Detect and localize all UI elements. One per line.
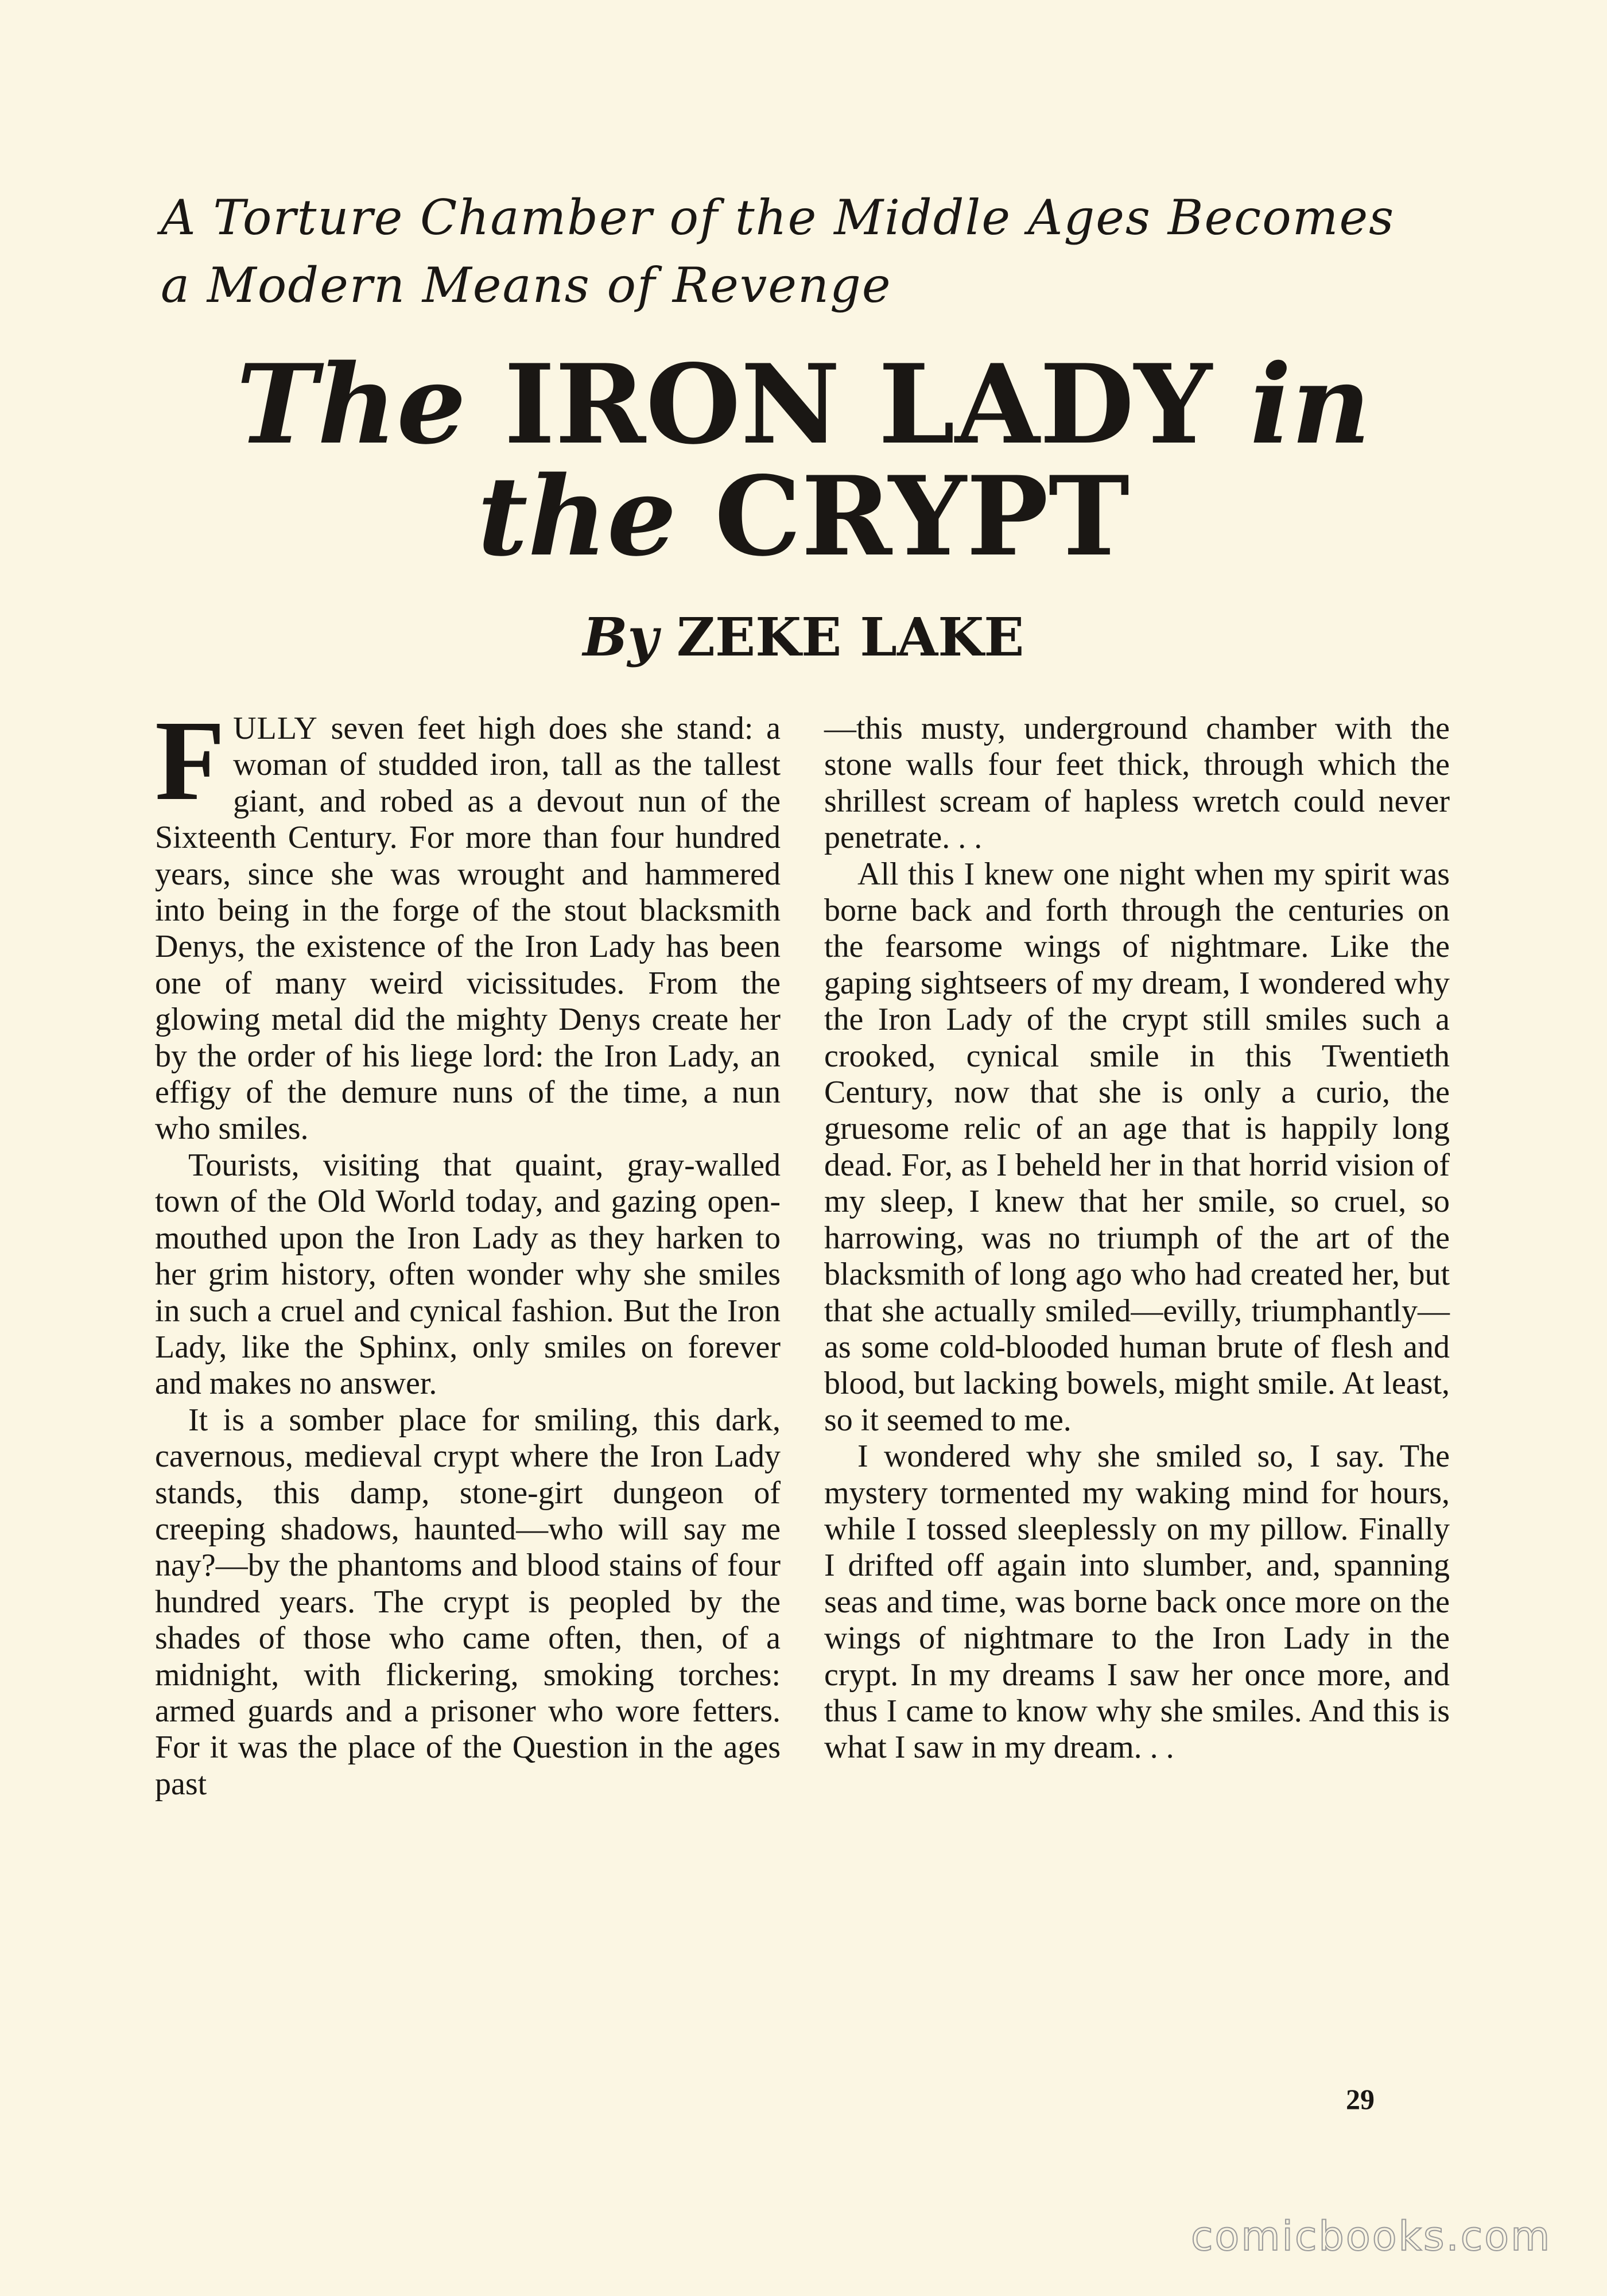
paragraph-4: All this I knew one night when my spirit was borne back and forth through the centuries on the fearsome wings of nightmare. Like the gaping sightseers of my dream, I wondered why the Iron Lady of the crypt still smiles such a crooked, cynical smile in this Twentieth Century, now that she is only a curio, the gruesome relic of an age that is happily long dead. For, as I beheld her in that horrid vision of my sleep, I knew that her smile, so cruel, so harrowing, was no triumph of the art of the blacksmith of long ago who had created her, but that she actually smiled—evilly, triumphantly—as some cold-blooded human brute of flesh and blood, but lacking bowels, might smile. At least, so it seemed to me. [824, 856, 1450, 1438]
paragraph-1-lead: ULLY [233, 711, 318, 746]
deck-line-2: a Modern Means of Revenge [161, 257, 892, 313]
article-title-line-1 [0, 340, 1607, 468]
paragraph-5: I wondered why she smiled so, I say. The mystery tormented my waking mind for hours, while I tossed sleeplessly on my pillow. Finally I drifted off again into slumber, and, spanning seas and time, was borne back once more on the wings of nightmare to the Iron Lady in the crypt. In my dreams I saw her once more, and thus I came to know why she smiles. And this is what I saw in my dream. . . [824, 1438, 1450, 1766]
watermark: comicbooks.com [1191, 2213, 1552, 2260]
byline-author: ZEKE LAKE [676, 606, 1024, 668]
byline-by: By [583, 606, 658, 668]
paragraph-3: It is a somber place for smiling, this dark, cavernous, medieval crypt where the Iron Lady stands, this damp, stone-girt dungeon of creeping shadows, haunted—who will say me nay?—by the phantoms and blood stains of four hundred years. The crypt is peopled by the shades of those who came often, then, of a midnight, with flickering, smoking torches: armed guards and a prisoner who wore fetters. For it was the place of the Question in the ages past [155, 1402, 781, 1802]
deck-line-1: A Torture Chamber of the Middle Ages Becomes [161, 189, 1395, 246]
title-words-iron-lady: IRON LADY [504, 340, 1212, 468]
title-word-the: The [236, 340, 467, 468]
paragraph-1 [155, 697, 781, 1147]
title-word-the-2: the [477, 452, 677, 580]
title-word-crypt: CRYPT [714, 452, 1130, 580]
article-deck [161, 184, 1458, 319]
body-column-left [155, 697, 781, 1802]
article-title-line-2 [0, 452, 1607, 580]
body-column-right [824, 711, 1450, 1766]
title-word-in: in [1249, 340, 1371, 468]
drop-cap: F [155, 697, 226, 824]
paragraph-2: Tourists, visiting that quaint, gray-walled town of the Old World today, and gazing open-mouthed upon the Iron Lady as they harken to her grim history, often wonder why she smiles in such a cruel and cynical fashion. But the Iron Lady, like the Sphinx, only smiles on forever and makes no answer. [155, 1147, 781, 1402]
byline [0, 606, 1607, 669]
paragraph-1-text: seven feet high does she stand: a woman of studded iron, tall as the tallest giant, and robed as a devout nun of the Sixteenth Century. For more than four hundred years, since she was wrought and hammered into being in the forge of the stout blacksmith Denys, the existence of the Iron Lady has been one of many weird vicissitudes. From the glowing metal did the mighty Denys create her by the order of his liege lord: the Iron Lady, an effigy of the demure nuns of the time, a nun who smiles. [155, 711, 781, 1147]
page-number: 29 [1346, 2083, 1375, 2115]
paragraph-3-continued: —this musty, underground chamber with the stone walls four feet thick, through which the shrillest scream of hapless wretch could never penetrate. . . [824, 711, 1450, 856]
